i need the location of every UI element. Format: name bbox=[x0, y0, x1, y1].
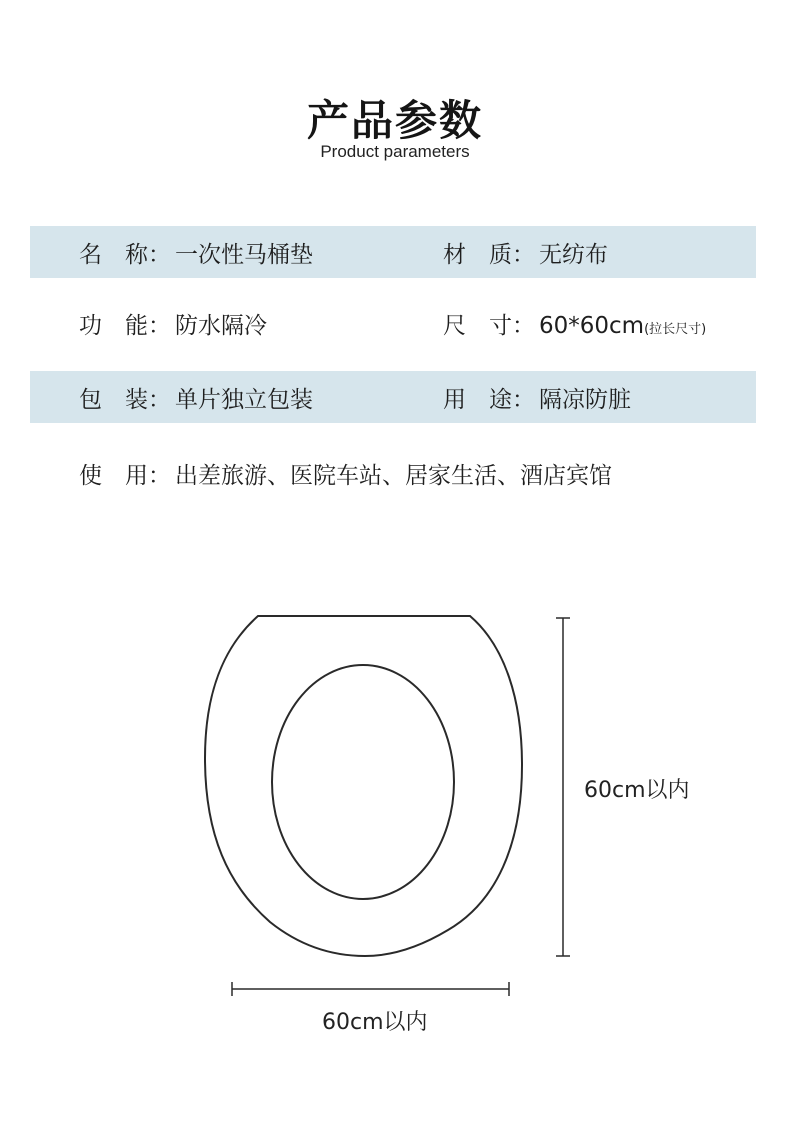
seat-cover-outline bbox=[205, 616, 522, 956]
param-usage-value: 出差旅游、医院车站、居家生活、酒店宾馆 bbox=[175, 462, 612, 489]
height-dimension-label: 60cm以内 bbox=[584, 778, 690, 803]
param-name bbox=[79, 236, 313, 269]
width-dimension-label: 60cm以内 bbox=[322, 1010, 428, 1035]
param-row-package-purpose bbox=[30, 371, 756, 423]
param-name-value: 一次性马桶垫 bbox=[175, 241, 313, 268]
param-purpose-label: 用 途： bbox=[443, 386, 535, 413]
param-size-note: (拉长尺寸) bbox=[644, 321, 707, 337]
param-usage-label: 使 用： bbox=[79, 462, 171, 489]
param-usage bbox=[79, 457, 612, 490]
param-material bbox=[443, 236, 608, 269]
param-purpose-value: 隔凉防脏 bbox=[539, 386, 631, 413]
param-size-value: 60*60cm bbox=[539, 312, 645, 339]
param-purpose bbox=[443, 381, 631, 414]
page-subtitle: Product parameters bbox=[320, 142, 470, 161]
param-function-label: 功 能： bbox=[79, 312, 171, 339]
param-material-label: 材 质： bbox=[443, 241, 535, 268]
param-function-value: 防水隔冷 bbox=[175, 312, 267, 339]
param-row-function-size bbox=[30, 297, 756, 349]
page-title: 产品参数 bbox=[306, 96, 483, 145]
seat-cover-diagram bbox=[0, 600, 790, 1040]
seat-cover-opening bbox=[272, 665, 454, 899]
param-size bbox=[443, 307, 706, 340]
param-name-label: 名 称： bbox=[79, 241, 171, 268]
param-material-value: 无纺布 bbox=[539, 241, 608, 268]
param-package-label: 包 装： bbox=[79, 386, 171, 413]
param-row-usage bbox=[30, 447, 756, 499]
param-function bbox=[79, 307, 267, 340]
param-package bbox=[79, 381, 313, 414]
param-package-value: 单片独立包装 bbox=[175, 386, 313, 413]
width-dimension-line bbox=[232, 982, 509, 996]
param-size-label: 尺 寸： bbox=[443, 312, 535, 339]
param-row-name-material bbox=[30, 226, 756, 278]
height-dimension-line bbox=[556, 618, 570, 956]
